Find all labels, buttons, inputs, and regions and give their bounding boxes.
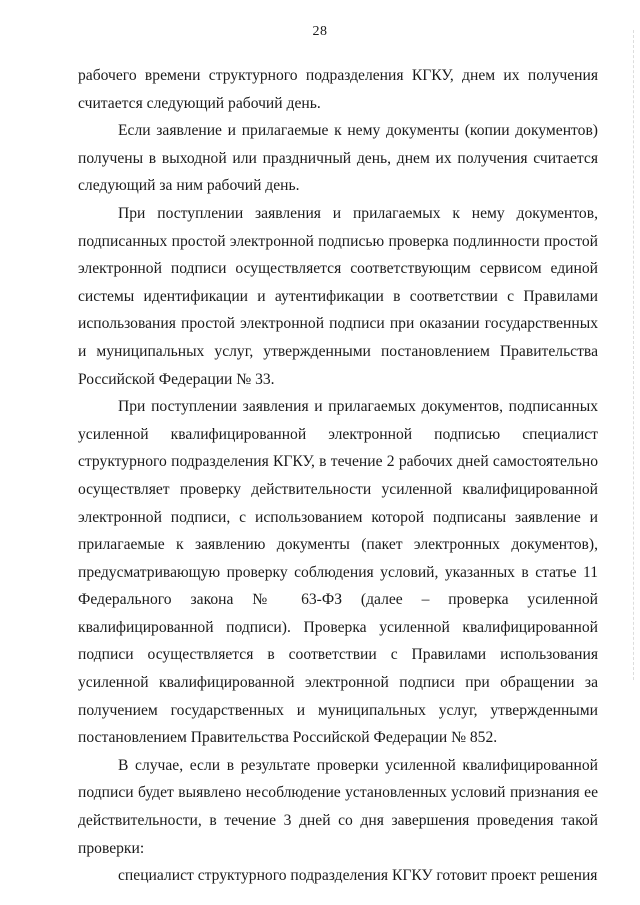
paragraph-weekend-receipt: Если заявление и прилагаемые к нему документы (копии документов) получены в выходной или праздничный день, днем их получения считается следующий за ним рабочий день.: [78, 122, 598, 195]
paragraph-draft-decision: специалист структурного подразделения КГКУ готовит проект решения: [118, 867, 598, 885]
paragraph-continuation: рабочего времени структурного подразделения КГКУ, днем их получения считается следующий рабочий день.: [78, 67, 598, 112]
paragraph-qualified-signature-check: При поступлении заявления и прилагаемых документов, подписанных усиленной квалифицированной электронной подписью специалист структурного подразделения КГКУ, в течение 2 рабочих дней самостоятельно осуществляет проверку действительности усиленной квалифицированной электронной подписи, с использованием которой подписаны заявление и прилагаемые к заявлению документы (пакет электронных документов), предусматривающую проверку соблюдения условий, указанных в статье 11 Федерального закона № 63-ФЗ (далее – проверка усиленной квалифицированной подписи). Проверка усиленной квалифицированной подписи осуществляется в соответствии с Правилами использования усиленной квалифицированной электронной подписи при обращении за получением государственных и муниципальных услуг, утвержденными постановлением Правительства Российской Федерации № 852.: [78, 398, 598, 747]
paragraph-invalid-signature-case: В случае, если в результате проверки усиленной квалифицированной подписи будет выявлено несоблюдение установленных условий признания ее действительности, в течение 3 дней со дня завершения проведения такой проверки:: [78, 756, 598, 857]
document-body: [78, 62, 598, 890]
scan-edge-artifact: [633, 30, 636, 680]
paragraph-simple-signature-check: При поступлении заявления и прилагаемых к нему документов, подписанных простой электронной подписью проверка подлинности простой электронной подписи осуществляется соответствующим сервисом единой системы идентификации и аутентификации в соответствии с Правилами использования простой электронной подписи при оказании государственных и муниципальных услуг, утвержденными постановлением Правительства Российской Федерации № 33.: [78, 204, 598, 388]
page-number: 28: [312, 24, 328, 39]
